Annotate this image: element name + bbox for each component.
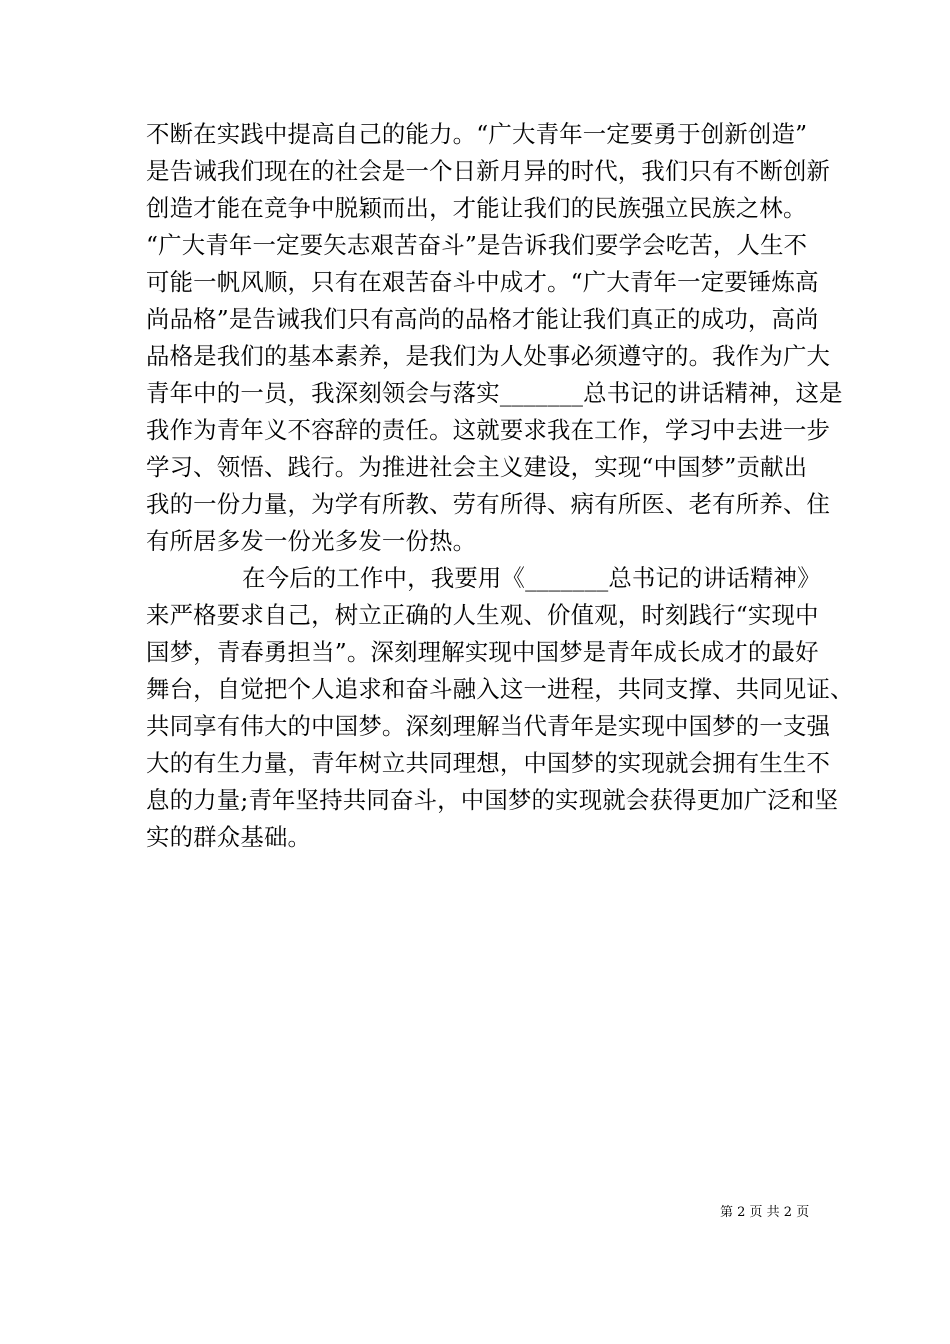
text-line: 可能一帆风顺，只有在艰苦奋斗中成才。“广大青年一定要锤炼高 bbox=[146, 268, 819, 296]
text-line: 尚品格”是告诫我们只有高尚的品格才能让我们真正的成功，高尚 bbox=[146, 305, 819, 333]
text-line: 舞台，自觉把个人追求和奋斗融入这一进程，共同支撑、共同见证、 bbox=[146, 675, 854, 703]
text-line: 是告诫我们现在的社会是一个日新月异的时代，我们只有不断创新 bbox=[146, 157, 831, 185]
text-line: 实的群众基础。 bbox=[146, 823, 312, 851]
text-line: 品格是我们的基本素养，是我们为人处事必须遵守的。我作为广大 bbox=[146, 342, 831, 370]
text-line: 大的有生力量，青年树立共同理想，中国梦的实现就会拥有生生不 bbox=[146, 749, 831, 777]
text-line: 我的一份力量，为学有所教、劳有所得、病有所医、老有所养、住 bbox=[146, 490, 831, 518]
text-line: “广大青年一定要矢志艰苦奋斗”是告诉我们要学会吃苦，人生不 bbox=[146, 231, 808, 259]
text-line: 青年中的一员，我深刻领会与落实_______总书记的讲话精神，这是 bbox=[146, 379, 843, 407]
text-line: 创造才能在竞争中脱颖而出，才能让我们的民族强立民族之林。 bbox=[146, 194, 807, 222]
text-line: 国梦，青春勇担当”。深刻理解实现中国梦是青年成长成才的最好 bbox=[146, 638, 819, 666]
text-line: 共同享有伟大的中国梦。深刻理解当代青年是实现中国梦的一支强 bbox=[146, 712, 831, 740]
page-number: 第 2 页 共 2 页 bbox=[720, 1205, 810, 1220]
body-text bbox=[146, 116, 854, 856]
text-line: 来严格要求自己，树立正确的人生观、价值观，时刻践行“实现中 bbox=[146, 601, 819, 629]
paragraph-start-line: 在今后的工作中，我要用《_______总书记的讲话精神》 bbox=[242, 564, 821, 592]
text-line: 学习、领悟、践行。为推进社会主义建设，实现“中国梦”贡献出 bbox=[146, 453, 808, 481]
text-line: 息的力量;青年坚持共同奋斗，中国梦的实现就会获得更加广泛和坚 bbox=[146, 786, 839, 814]
text-line: 有所居多发一份光多发一份热。 bbox=[146, 527, 477, 555]
text-line: 我作为青年义不容辞的责任。这就要求我在工作，学习中去进一步 bbox=[146, 416, 831, 444]
text-line: 不断在实践中提高自己的能力。“广大青年一定要勇于创新创造” bbox=[146, 120, 808, 148]
